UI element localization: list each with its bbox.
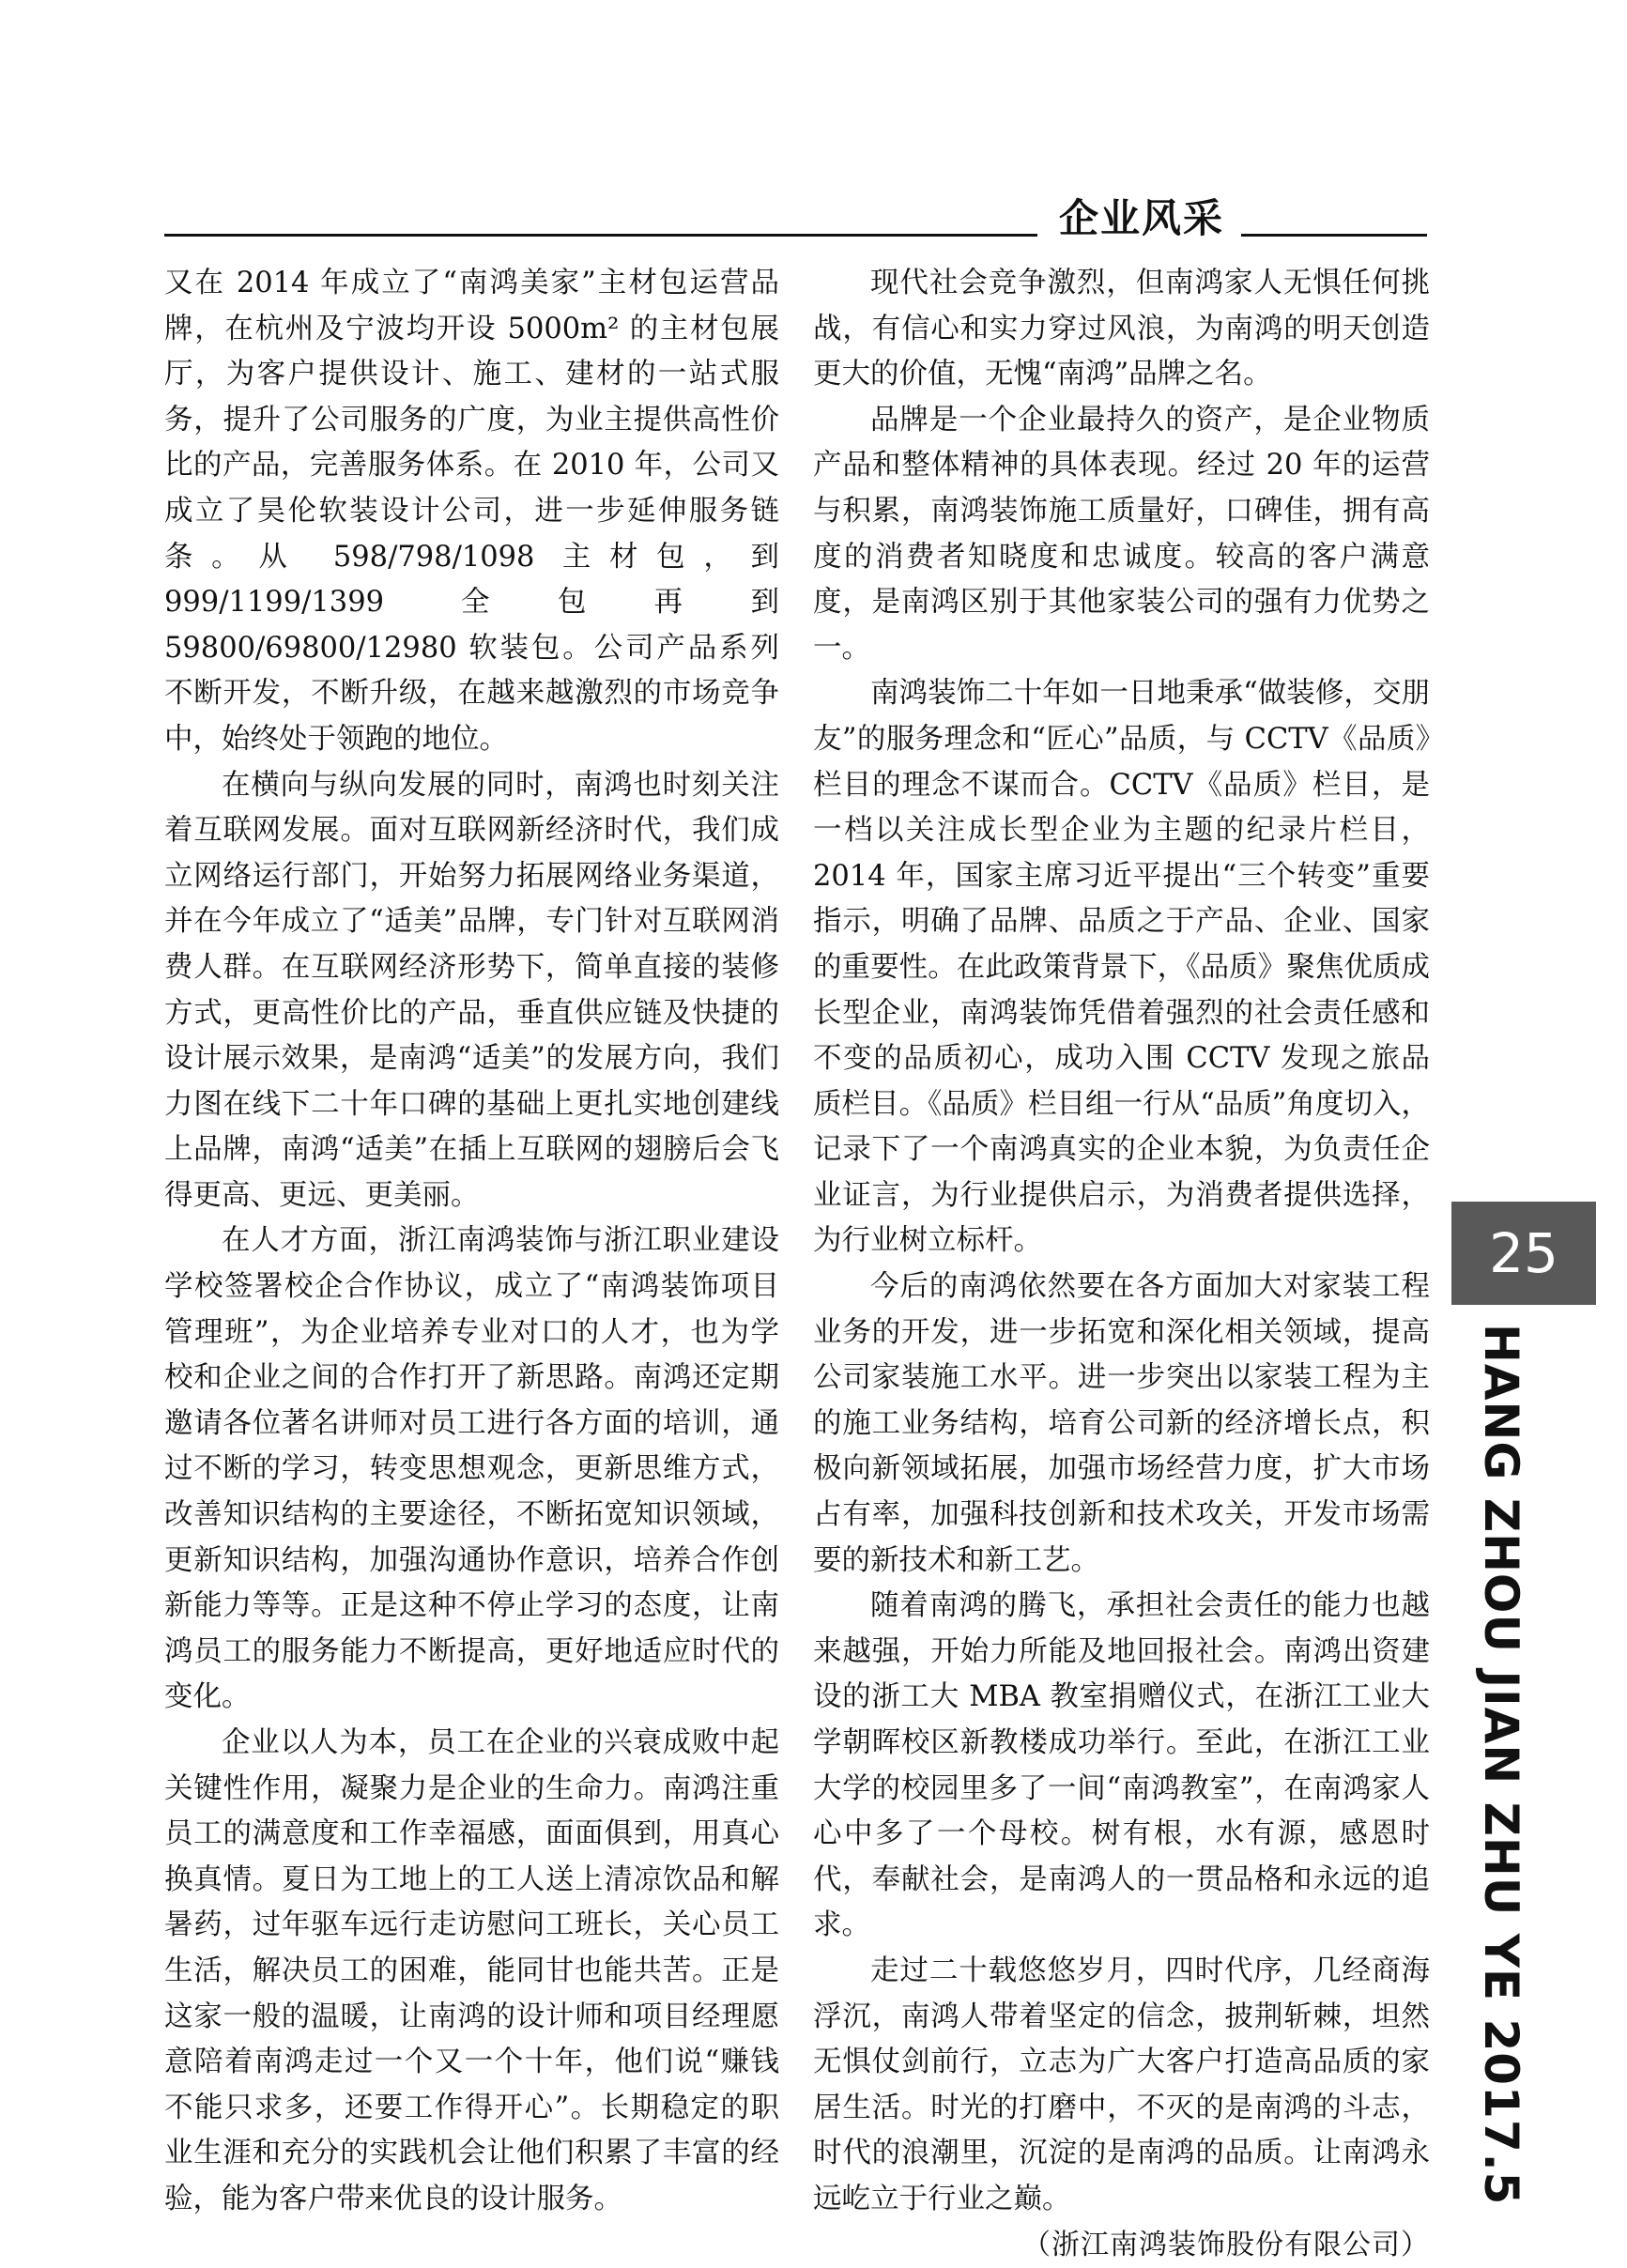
paragraph: 又在 2014 年成立了“南鸿美家”主材包运营品牌，在杭州及宁波均开设 5000m² 的主材包展厅，为客户提供设计、施工、建材的一站式服务，提升了公司服务的广度，为业主提供高性价比的产品，完善服务体系。在 2010 年，公司又成立了昊伦软装设计公司，进一步延伸服务链条。从 598/798/1098 主材包，到 999/1199/1399 全包再到 59800/69800/12980 软装包。公司产品系列不断开发，不断升级，在越来越激烈的市场竞争中，始终处于领跑的地位。 bbox=[164, 267, 779, 756]
journal-footer: HANG ZHOU JIAN ZHU YE 2017.5 bbox=[1474, 1324, 1528, 2206]
paragraph: 企业以人为本，员工在企业的兴衰成败中起关键性作用，凝聚力是企业的生命力。南鸿注重员工的满意度和工作幸福感，面面俱到，用真心换真情。夏日为工地上的工人送上清凉饮品和解暑药，过年驱车远行走访慰问工班长，关心员工生活，解决员工的困难，能同甘也能共苦。正是这家一般的温暖，让南鸿的设计师和项目经理愿意陪着南鸿走过一个又一个十年，他们说“赚钱不能只求多，还要工作得开心”。长期稳定的职业生涯和充分的实践机会让他们积累了丰富的经验，能为客户带来优良的设计服务。 bbox=[164, 1726, 779, 2215]
header-rule-left bbox=[164, 234, 1037, 237]
paragraph: 南鸿装饰二十年如一日地秉承“做装修，交朋友”的服务理念和“匠心”品质，与 CCTV《品质》栏目的理念不谋而合。CCTV《品质》栏目，是一档以关注成长型企业为主题的纪录片栏目，2014 年，国家主席习近平提出“三个转变”重要指示，明确了品牌、品质之于产品、企业、国家的重要性。在此政策背景下，《品质》聚焦优质成长型企业，南鸿装饰凭借着强烈的社会责任感和不变的品质初心，成功入围 CCTV 发现之旅品质栏目。《品质》栏目组一行从“品质”角度切入，记录下了一个南鸿真实的企业本貌，为负责任企业证言，为行业提供启示，为消费者提供选择，为行业树立标杆。 bbox=[813, 677, 1430, 1258]
page-number: 25 bbox=[1451, 1202, 1596, 1305]
paragraph: 在横向与纵向发展的同时，南鸿也时刻关注着互联网发展。面对互联网新经济时代，我们成立网络运行部门，开始努力拓展网络业务渠道，并在今年成立了“适美”品牌，专门针对互联网消费人群。在互联网经济形势下，简单直接的装修方式，更高性价比的产品，垂直供应链及快捷的设计展示效果，是南鸿“适美”的发展方向，我们力图在线下二十年口碑的基础上更扎实地创建线上品牌，南鸿“适美”在插上互联网的翅膀后会飞得更高、更远、更美丽。 bbox=[164, 768, 779, 1212]
signature: （浙江南鸿装饰股份有限公司） bbox=[1022, 2228, 1430, 2261]
paragraph: 今后的南鸿依然要在各方面加大对家装工程业务的开发，进一步拓宽和深化相关领域，提高公司家装施工水平。进一步突出以家装工程为主的施工业务结构，培育公司新的经济增长点，积极向新领域拓展，加强市场经营力度，扩大市场占有率，加强科技创新和技术攻关，开发市场需要的新技术和新工艺。 bbox=[813, 1270, 1430, 1577]
paragraph: 在人才方面，浙江南鸿装饰与浙江职业建设学校签署校企合作协议，成立了“南鸿装饰项目管理班”，为企业培养专业对口的人才，也为学校和企业之间的合作打开了新思路。南鸿还定期邀请各位著名讲师对员工进行各方面的培训，通过不断的学习，转变思想观念，更新思维方式，改善知识结构的主要途径，不断拓宽知识领域，更新知识结构，加强沟通协作意识，培养合作创新能力等等。正是这种不停止学习的态度，让南鸿员工的服务能力不断提高，更好地适应时代的变化。 bbox=[164, 1224, 779, 1714]
paragraph: 随着南鸿的腾飞，承担社会责任的能力也越来越强，开始力所能及地回报社会。南鸿出资建设的浙工大 MBA 教室捐赠仪式，在浙江工业大学朝晖校区新教楼成功举行。至此，在浙江工业大学的校园里多了一间“南鸿教室”，在南鸿家人心中多了一个母校。树有根，水有源，感恩时代，奉献社会，是南鸿人的一贯品格和永远的追求。 bbox=[813, 1589, 1430, 1942]
paragraph: 品牌是一个企业最持久的资产，是企业物质产品和整体精神的具体表现。经过 20 年的运营与积累，南鸿装饰施工质量好，口碑佳，拥有高度的消费者知晓度和忠诚度。较高的客户满意度，是南鸿区别于其他家装公司的强有力优势之一。 bbox=[813, 403, 1430, 665]
header-rule-right bbox=[1241, 234, 1427, 237]
left-column bbox=[164, 261, 779, 2223]
paragraph: 走过二十载悠悠岁月，四时代序，几经商海浮沉，南鸿人带着坚定的信念，披荆斩棘，坦然无惧仗剑前行，立志为广大客户打造高品质的家居生活。时光的打磨中，不灭的是南鸿的斗志，时代的浪潮里，沉淀的是南鸿的品质。让南鸿永远屹立于行业之巅。 bbox=[813, 1954, 1430, 2215]
paragraph: 现代社会竞争激烈，但南鸿家人无惧任何挑战，有信心和实力穿过风浪，为南鸿的明天创造更大的价值，无愧“南鸿”品牌之名。 bbox=[813, 267, 1430, 391]
right-column bbox=[813, 261, 1430, 2268]
section-title: 企业风采 bbox=[1059, 195, 1225, 241]
